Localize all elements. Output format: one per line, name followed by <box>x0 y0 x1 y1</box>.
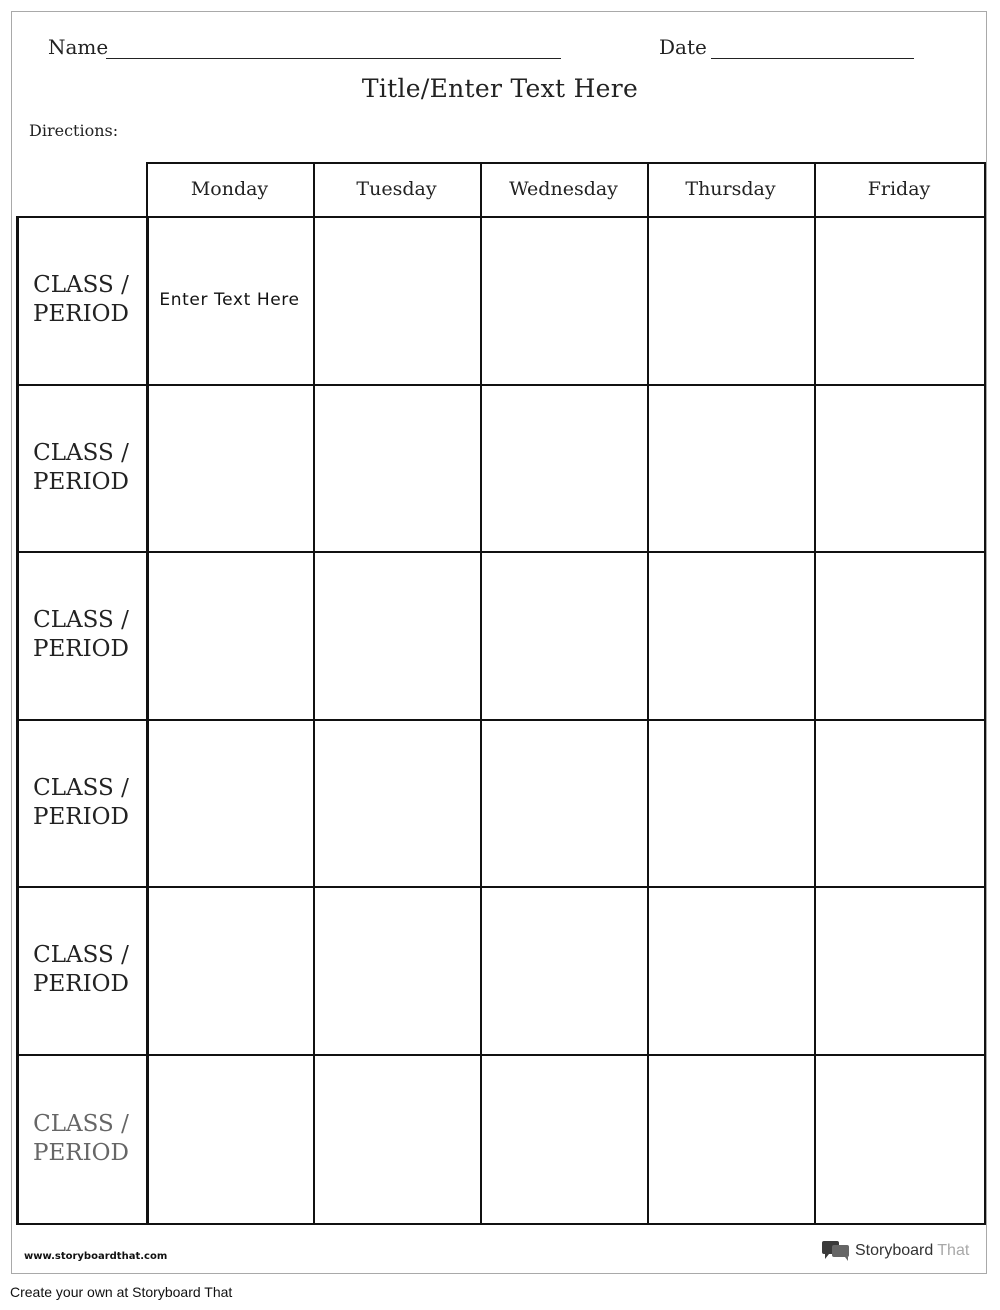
day-header-thursday[interactable]: Thursday <box>685 178 776 200</box>
day-header-monday[interactable]: Monday <box>190 178 269 200</box>
period-label[interactable]: CLASS / PERIOD <box>33 607 129 662</box>
day-header-friday[interactable]: Friday <box>867 178 931 200</box>
schedule-cell[interactable] <box>647 216 814 384</box>
footer-url[interactable]: www.storyboardthat.com <box>24 1251 168 1262</box>
day-header-wednesday[interactable]: Wednesday <box>509 178 618 200</box>
period-label[interactable]: CLASS / PERIOD <box>33 774 129 830</box>
schedule-cell[interactable] <box>146 551 313 719</box>
worksheet-title[interactable]: Title/Enter Text Here <box>361 74 639 103</box>
day-header-tuesday[interactable]: Tuesday <box>356 178 437 200</box>
period-label[interactable]: CLASS / PERIOD <box>33 1110 129 1166</box>
directions-label: Directions: <box>29 121 119 140</box>
schedule-cell[interactable] <box>313 384 480 551</box>
create-your-own-link[interactable]: Create your own at Storyboard That <box>10 1284 233 1300</box>
schedule-cell[interactable] <box>814 216 984 384</box>
schedule-cell[interactable] <box>313 551 480 719</box>
schedule-cell[interactable] <box>647 551 814 719</box>
date-field-line[interactable] <box>711 58 914 59</box>
schedule-cell[interactable] <box>146 384 313 551</box>
schedule-cell[interactable] <box>480 551 647 719</box>
schedule-cell[interactable] <box>313 719 480 886</box>
schedule-cell[interactable] <box>814 551 984 719</box>
speech-bubbles-icon <box>821 1240 851 1262</box>
date-label: Date <box>659 35 707 59</box>
schedule-cell[interactable] <box>313 886 480 1054</box>
schedule-cell[interactable] <box>313 216 480 384</box>
schedule-cell[interactable] <box>480 1054 647 1223</box>
schedule-cell[interactable] <box>647 1054 814 1223</box>
period-label[interactable]: CLASS / PERIOD <box>33 942 129 997</box>
schedule-cell[interactable] <box>647 886 814 1054</box>
name-field-line[interactable] <box>106 58 561 59</box>
schedule-cell[interactable] <box>146 886 313 1054</box>
storyboardthat-logo[interactable] <box>821 1240 969 1262</box>
name-label: Name <box>48 35 109 59</box>
schedule-cell[interactable] <box>814 1054 984 1223</box>
period-label[interactable]: CLASS / PERIOD <box>33 439 129 495</box>
schedule-cell[interactable]: Enter Text Here <box>159 290 300 310</box>
grid-line <box>984 216 986 1225</box>
schedule-cell[interactable] <box>146 719 313 886</box>
schedule-cell[interactable] <box>146 1054 313 1223</box>
schedule-cell[interactable] <box>480 216 647 384</box>
grid-line <box>16 1223 986 1225</box>
brand-suffix: That <box>937 1242 970 1259</box>
schedule-cell[interactable] <box>480 384 647 551</box>
grid-line <box>984 162 986 216</box>
schedule-cell[interactable] <box>647 719 814 886</box>
schedule-cell[interactable] <box>480 719 647 886</box>
schedule-cell[interactable] <box>313 1054 480 1223</box>
period-label[interactable]: CLASS / PERIOD <box>33 272 129 327</box>
schedule-cell[interactable] <box>814 384 984 551</box>
brand-name: Storyboard <box>855 1242 934 1259</box>
schedule-cell[interactable] <box>647 384 814 551</box>
schedule-cell[interactable] <box>480 886 647 1054</box>
schedule-cell[interactable] <box>814 886 984 1054</box>
schedule-cell[interactable] <box>814 719 984 886</box>
